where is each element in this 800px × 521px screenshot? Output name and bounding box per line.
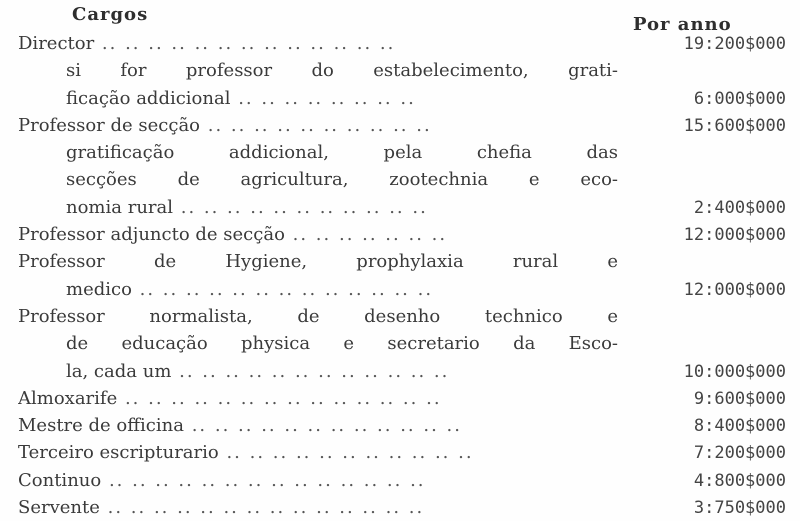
cargo-label: de educação physica e secretario da Esco- xyxy=(66,333,618,355)
table-row xyxy=(0,276,800,303)
cargo-text xyxy=(66,278,618,302)
table-row xyxy=(0,358,800,385)
table-row xyxy=(0,330,800,357)
cargo-text xyxy=(18,250,618,274)
cargo-text xyxy=(66,360,618,384)
cargo-text xyxy=(18,223,618,247)
table-row xyxy=(0,166,800,193)
leader-dots: .. .. .. .. .. .. .. .. .. .. .. .. .. xyxy=(131,278,434,300)
annual-value: 9:600$000 xyxy=(693,388,786,409)
annual-value: 12:000$000 xyxy=(683,279,786,300)
leader-dots: .. .. .. .. .. .. .. .. .. .. .. .. xyxy=(183,415,462,437)
cargo-label: nomia rural xyxy=(66,196,173,218)
annual-value: 12:000$000 xyxy=(683,225,786,246)
leader-dots: .. .. .. .. .. .. .. .. .. .. .. xyxy=(218,442,474,464)
cargo-text xyxy=(18,114,618,138)
cargo-text xyxy=(18,32,618,56)
table-row xyxy=(0,467,800,494)
table-row xyxy=(0,139,800,166)
table-row xyxy=(0,30,800,57)
annual-value: 7:200$000 xyxy=(693,443,786,464)
annual-value: 2:400$000 xyxy=(693,197,786,218)
table-row xyxy=(0,385,800,412)
leader-dots: .. .. .. .. .. .. .. .. .. .. xyxy=(200,114,432,136)
header-cargos: Cargos xyxy=(72,4,149,25)
cargo-text xyxy=(66,332,618,356)
cargo-text xyxy=(66,168,618,192)
cargo-label: Professor adjuncto de secção xyxy=(18,224,285,246)
cargo-label: Servente xyxy=(18,497,100,519)
leader-dots: .. .. .. .. .. .. .. .. .. .. .. .. xyxy=(171,360,450,382)
cargo-label: Professor de secção xyxy=(18,114,201,136)
cargo-text xyxy=(66,87,618,111)
annual-value: 10:000$000 xyxy=(683,361,786,382)
cargo-label: gratificação addicional, pela chefia das xyxy=(66,142,618,164)
table-row xyxy=(0,303,800,330)
cargo-text xyxy=(66,141,618,165)
leader-dots: .. .. .. .. .. .. .. .. .. .. .. .. .. .. xyxy=(99,497,425,519)
leader-dots: .. .. .. .. .. .. .. .. .. .. .. xyxy=(173,196,428,218)
cargo-label: la, cada um xyxy=(66,360,172,382)
leader-dots: .. .. .. .. .. .. .. .. xyxy=(230,87,416,109)
cargo-label: Almoxarife xyxy=(18,387,118,409)
cargo-text xyxy=(18,305,618,329)
leader-dots: .. .. .. .. .. .. .. .. .. .. .. .. .. .. xyxy=(101,469,426,491)
annual-value: 6:000$000 xyxy=(693,88,786,109)
annual-value: 19:200$000 xyxy=(683,34,786,54)
leader-dots: .. .. .. .. .. .. .. xyxy=(284,224,448,246)
annual-value: 8:400$000 xyxy=(693,416,786,437)
table-row xyxy=(0,221,800,248)
table-row xyxy=(0,439,800,466)
annual-value: 3:750$000 xyxy=(693,498,786,519)
cargo-label: si for professor do estabelecimento, grati- xyxy=(66,60,618,82)
cargo-text xyxy=(66,196,618,220)
cargo-label: Professor normalista, de desenho technico e xyxy=(18,305,618,327)
cargo-text xyxy=(18,441,618,465)
cargo-label: secções de agricultura, zootechnia e eco- xyxy=(66,169,618,191)
cargo-label: Professor de Hygiene, prophylaxia rural e xyxy=(18,251,618,273)
table-row xyxy=(0,248,800,275)
leader-dots: .. .. .. .. .. .. .. .. .. .. .. .. .. .. xyxy=(117,387,442,409)
header-por-anno: Por anno xyxy=(633,14,732,35)
salary-table xyxy=(0,30,800,521)
cargo-label: Mestre de officina xyxy=(18,415,184,437)
table-row xyxy=(0,194,800,221)
cargo-label: Terceiro escripturario xyxy=(18,442,219,464)
cargo-text xyxy=(18,496,618,520)
table-row xyxy=(0,85,800,112)
cargo-label: ficação addicional xyxy=(66,87,231,109)
cargo-text xyxy=(66,59,618,83)
cargo-label: Director xyxy=(18,33,95,54)
cargo-text xyxy=(18,387,618,411)
table-row xyxy=(0,412,800,439)
table-row xyxy=(0,494,800,521)
cargo-text xyxy=(18,414,618,438)
cargo-label: medico xyxy=(66,278,132,300)
annual-value: 15:600$000 xyxy=(683,115,786,136)
cargo-text xyxy=(18,469,618,493)
table-row xyxy=(0,112,800,139)
annual-value: 4:800$000 xyxy=(693,470,786,491)
leader-dots: .. .. .. .. .. .. .. .. .. .. .. .. .. xyxy=(94,33,396,54)
cargo-label: Continuo xyxy=(18,469,102,491)
table-row xyxy=(0,57,800,84)
